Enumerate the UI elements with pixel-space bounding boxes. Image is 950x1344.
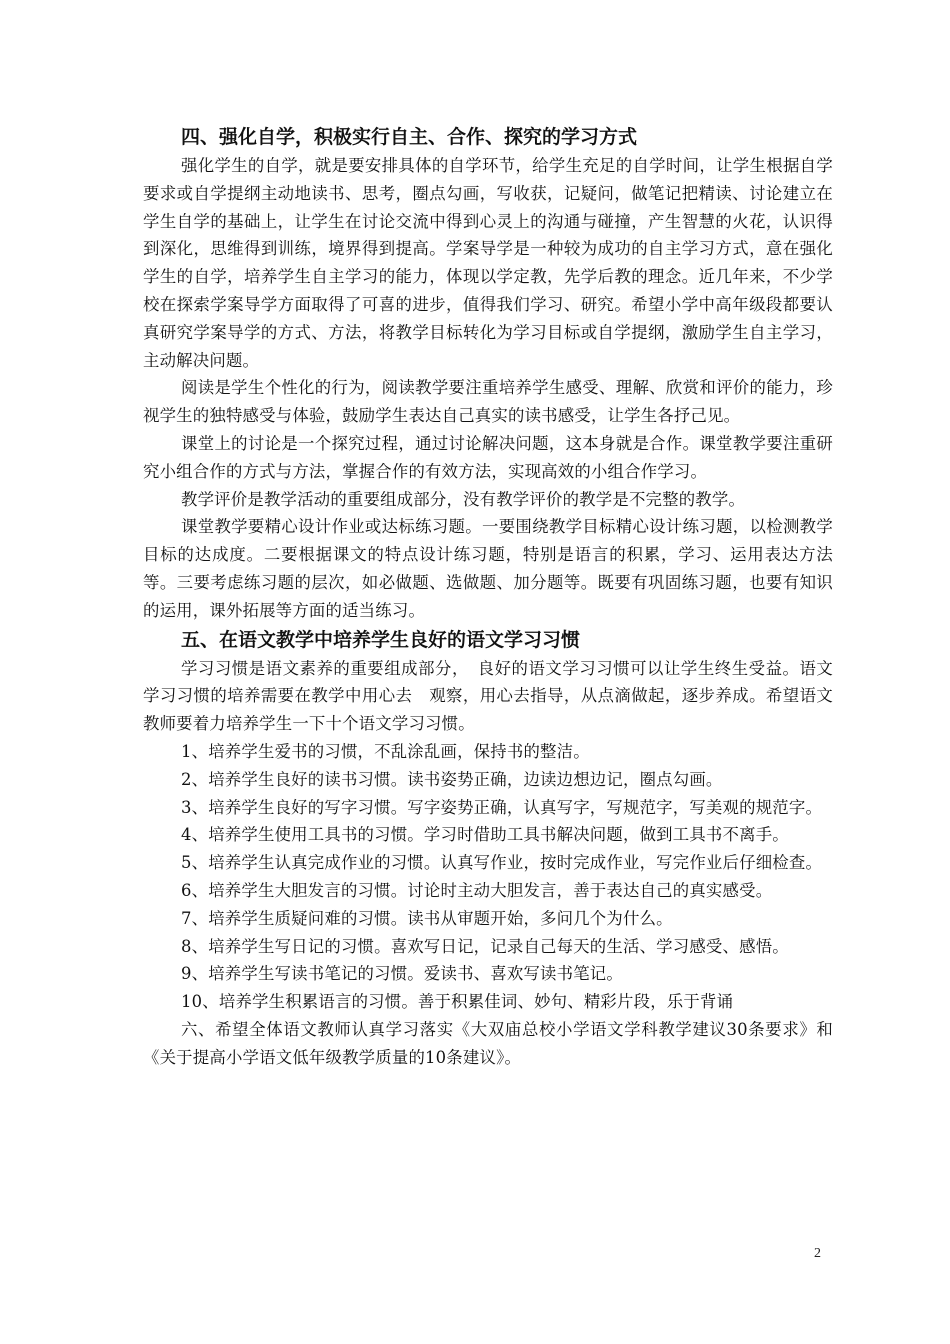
habit-item-4: 4、培养学生使用工具书的习惯。学习时借助工具书解决问题，做到工具书不离手。 — [181, 825, 789, 845]
section-4-paragraph-5: 课堂教学要精心设计作业或达标练习题。一要围绕教学目标精心设计练习题，以检测教学目标的达成度。二要根据课文的特点设计练习题，特别是语言的积累，学习、运用表达方法等。三要考虑练习题的层次，如必做题、选做题、加分题等。既要有巩固练习题，也要有知识的运用，课外拓展等方面的适当练习。 — [143, 517, 833, 620]
section-5-intro: 学习习惯是语文素养的重要组成部分， 良好的语文学习习惯可以让学生终生受益。语文学习习惯的培养需要在教学中用心去 观察，用心去指导，从点滴做起，逐步养成。希望语文教师要着力培养学生一下十个语文学习习惯。 — [143, 658, 833, 734]
habit-item-2: 2、培养学生良好的读书习惯。读书姿势正确，边读边想边记，圈点勾画。 — [181, 769, 723, 789]
section-4-paragraph-1: 强化学生的自学，就是要安排具体的自学环节，给学生充足的自学时间，让学生根据自学要求或自学提纲主动地读书、思考，圈点勾画，写收获，记疑问，做笔记把精读、讨论建立在学生自学的基础上，让学生在讨论交流中得到心灵上的沟通与碰撞，产生智慧的火花，认识得到深化，思维得到训练，境界得到提高。学案导学是一种较为成功的自主学习方式，意在强化学生的自学，培养学生自主学习的能力，体现以学定教，先学后教的理念。近几年来，不少学校在探索学案导学方面取得了可喜的进步，值得我们学习、研究。希望小学中高年级段都要认真研究学案导学的方式、方法，将教学目标转化为学习目标或自学提纲，激励学生自主学习，主动解决问题。 — [143, 156, 833, 370]
section-4-paragraph-3: 课堂上的讨论是一个探究过程，通过讨论解决问题，这本身就是合作。课堂教学要注重研究小组合作的方式与方法，掌握合作的有效方法，实现高效的小组合作学习。 — [143, 433, 833, 481]
habit-item-1: 1、培养学生爱书的习惯，不乱涂乱画，保持书的整洁。 — [181, 741, 590, 761]
habit-item-3: 3、培养学生良好的写字习惯。写字姿势正确，认真写字，写规范字，写美观的规范字。 — [181, 797, 823, 817]
section-6-paragraph: 六、希望全体语文教师认真学习落实《大双庙总校小学语文学科教学建议30条要求》和《关于提高小学语文低年级教学质量的10条建议》。 — [143, 1019, 833, 1067]
habit-item-7: 7、培养学生质疑问难的习惯。读书从审题开始，多问几个为什么。 — [181, 908, 673, 928]
habit-item-6: 6、培养学生大胆发言的习惯。讨论时主动大胆发言，善于表达自己的真实感受。 — [181, 880, 773, 900]
section-4-heading: 四、强化自学，积极实行自主、合作、探究的学习方式 — [181, 126, 638, 148]
section-5-heading: 五、在语文教学中培养学生良好的语文学习习惯 — [181, 628, 581, 651]
habit-item-5: 5、培养学生认真完成作业的习惯。认真写作业，按时完成作业，写完作业后仔细检查。 — [181, 853, 823, 873]
page-number: 2 — [814, 1246, 821, 1261]
habit-item-8: 8、培养学生写日记的习惯。喜欢写日记，记录自己每天的生活、学习感受、感悟。 — [181, 936, 789, 956]
section-4-paragraph-2: 阅读是学生个性化的行为，阅读教学要注重培养学生感受、理解、欣赏和评价的能力，珍视学生的独特感受与体验，鼓励学生表达自己真实的读书感受，让学生各抒己见。 — [143, 378, 833, 426]
section-4-paragraph-4: 教学评价是教学活动的重要组成部分，没有教学评价的教学是不完整的教学。 — [181, 489, 746, 509]
habit-item-10: 10、培养学生积累语言的习惯。善于积累佳词、妙句、精彩片段，乐于背诵 — [181, 992, 734, 1012]
page-content — [143, 122, 833, 1072]
habit-item-9: 9、培养学生写读书笔记的习惯。爱读书、喜欢写读书笔记。 — [181, 964, 623, 984]
